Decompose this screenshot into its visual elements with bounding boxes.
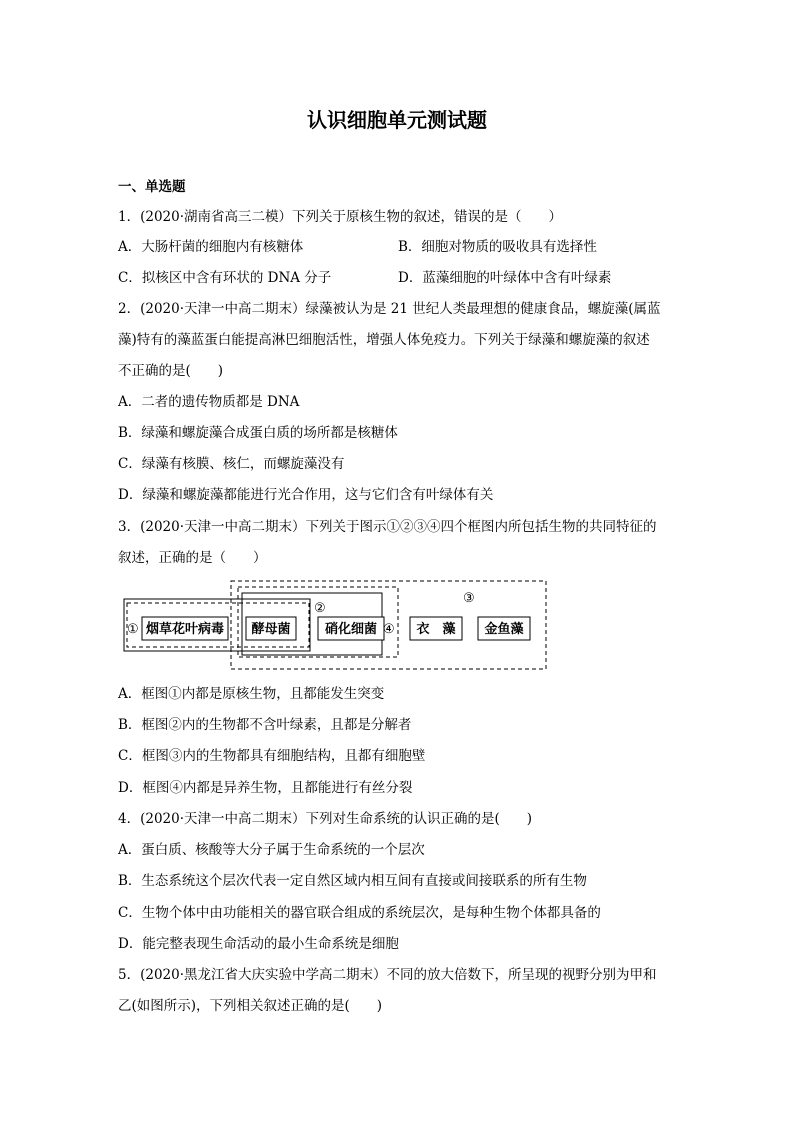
question-3-option-c: C．框图③内的生物都具有细胞结构，且都有细胞壁 bbox=[118, 748, 426, 764]
section-heading: 一、单选题 bbox=[118, 179, 186, 195]
question-2-stem-line2: 藻)特有的藻蓝蛋白能提高淋巴细胞活性，增强人体免疫力。下列关于绿藻和螺旋藻的叙述 bbox=[118, 332, 650, 348]
question-1-stem: 1．(2020·湖南省高三二模）下列关于原核生物的叙述，错误的是（ ） bbox=[118, 209, 563, 225]
frame-number-2: ② bbox=[314, 601, 326, 616]
question-2-stem-line3: 不正确的是( ) bbox=[118, 363, 224, 379]
question-3-option-b: B．框图②内的生物都不含叶绿素，且都是分解者 bbox=[118, 717, 412, 733]
question-2-option-d: D．绿藻和螺旋藻都能进行光合作用，这与它们含有叶绿体有关 bbox=[118, 487, 494, 503]
question-2-option-b: B．绿藻和螺旋藻合成蛋白质的场所都是核糖体 bbox=[118, 425, 398, 441]
question-2-option-a: A．二者的遗传物质都是 DNA bbox=[118, 394, 300, 410]
question-4-option-b: B．生态系统这个层次代表一定自然区域内相互间有直接或间接联系的所有生物 bbox=[118, 873, 587, 889]
page-title: 认识细胞单元测试题 bbox=[307, 108, 487, 132]
question-4-option-c: C．生物个体中由功能相关的器官联合组成的系统层次，是每种生物个体都具备的 bbox=[118, 905, 601, 921]
organism-classification-diagram bbox=[118, 579, 550, 675]
frame-number-1: ① bbox=[127, 622, 139, 637]
question-2-stem-line1: 2．(2020·天津一中高二期末）绿藻被认为是 21 世纪人类最理想的健康食品，螺旋藻(属蓝 bbox=[118, 301, 661, 317]
question-3-stem-line2: 叙述，正确的是（ ） bbox=[118, 550, 267, 566]
question-1-option-a: A．大肠杆菌的细胞内有核糖体 bbox=[118, 239, 304, 255]
question-5-stem-line1: 5．(2020·黑龙江省大庆实验中学高二期末）不同的放大倍数下，所呈现的视野分别为甲和 bbox=[118, 967, 657, 983]
organism-label-3: 硝化细菌 bbox=[324, 622, 378, 637]
question-1-option-d: D．蓝藻细胞的叶绿体中含有叶绿素 bbox=[398, 270, 612, 286]
question-3-option-d: D．框图④内都是异养生物，且都能进行有丝分裂 bbox=[118, 780, 413, 796]
organism-label-2: 酵母菌 bbox=[251, 622, 291, 637]
organism-label-5: 金鱼藻 bbox=[484, 622, 524, 637]
question-5-stem-line2: 乙(如图所示)，下列相关叙述正确的是( ) bbox=[118, 998, 383, 1014]
question-4-option-d: D．能完整表现生命活动的最小生命系统是细胞 bbox=[118, 936, 399, 952]
question-2-option-c: C．绿藻有核膜、核仁，而螺旋藻没有 bbox=[118, 456, 345, 472]
question-3-stem-line1: 3．(2020·天津一中高二期末）下列关于图示①②③④四个框图内所包括生物的共同特征的 bbox=[118, 519, 657, 535]
question-4-option-a: A．蛋白质、核酸等大分子属于生命系统的一个层次 bbox=[118, 842, 425, 858]
frame-number-3: ③ bbox=[463, 591, 475, 606]
frame-number-4: ④ bbox=[383, 622, 395, 637]
question-3-option-a: A．框图①内都是原核生物，且都能发生突变 bbox=[118, 686, 385, 702]
question-4-stem: 4．(2020·天津一中高二期末）下列对生命系统的认识正确的是( ) bbox=[118, 811, 533, 827]
question-1-option-c: C．拟核区中含有环状的 DNA 分子 bbox=[118, 270, 332, 286]
organism-label-4: 衣 藻 bbox=[416, 622, 456, 637]
question-1-option-b: B．细胞对物质的吸收具有选择性 bbox=[398, 239, 597, 255]
organism-label-1: 烟草花叶病毒 bbox=[145, 622, 225, 637]
